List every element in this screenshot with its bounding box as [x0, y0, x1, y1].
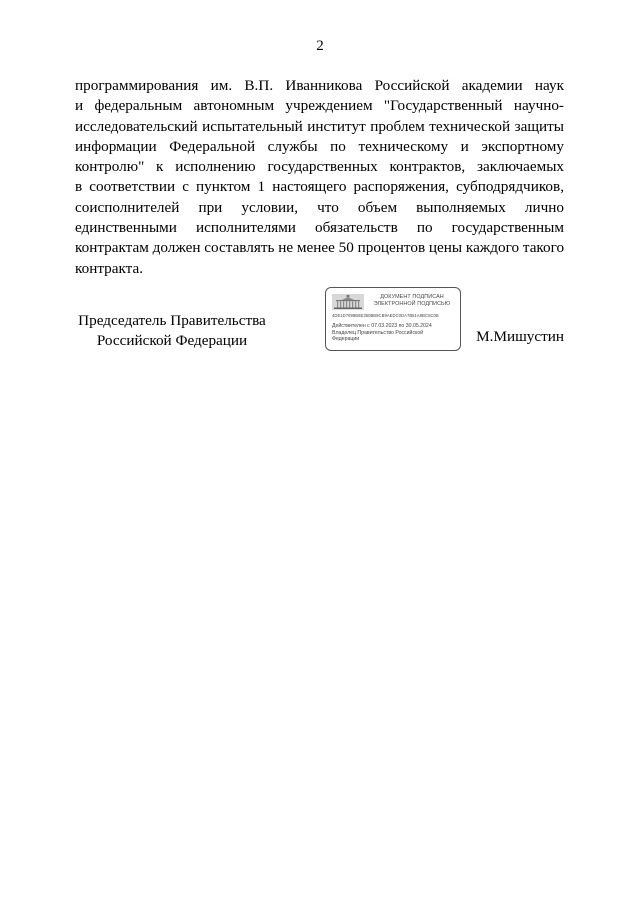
- government-building-icon: [332, 294, 364, 310]
- stamp-header: [368, 294, 456, 307]
- body-line: в соответствии с пунктом 1 настоящего распоряжения, субподрядчиков,: [75, 178, 564, 196]
- body-line: соисполнителей при условии, что объем выполняемых лично: [75, 198, 564, 216]
- body-line: единственными исполнителями обязательств по государственным: [75, 219, 564, 237]
- signatory-title-line: Председатель Правительства: [78, 312, 266, 329]
- stamp-header-line: ДОКУМЕНТ ПОДПИСАН: [380, 294, 444, 300]
- stamp-header-line: ЭЛЕКТРОННОЙ ПОДПИСЬЮ: [373, 300, 451, 307]
- body-line: программирования им. В.П. Иванникова Российской академии наук: [75, 77, 564, 94]
- body-paragraph: [75, 76, 564, 279]
- stamp-validity: Действителен с 07.03.2023 по 30.05.2024: [332, 323, 432, 329]
- signatory-title-line: Российской Федерации: [96, 332, 248, 349]
- signatory-name: М.Мишустин: [476, 328, 564, 345]
- stamp-owner: Владелец Правительство Российской Федерации: [332, 330, 424, 343]
- body-line: контролю" к исполнению государственных контрактов, заключаемых: [75, 158, 564, 176]
- body-line: контрактам должен составлять не менее 50 процентов цены каждого такого: [75, 239, 565, 257]
- stamp-certificate: 4DE1D7698B6E350BB9CB9AEDC0DA7B51A9BC5C0B: [332, 313, 439, 318]
- page-number: 2: [316, 38, 324, 54]
- electronic-signature-stamp: [325, 287, 461, 351]
- body-line: контракта.: [75, 259, 144, 277]
- body-line: и федеральным автономным учреждением "Государственный научно-: [75, 97, 564, 115]
- signatory-title: [72, 311, 272, 351]
- body-line: информации Федеральной службы по техническому и экспортному: [75, 137, 564, 155]
- body-line: исследовательский испытательный институт проблем технической защиты: [75, 117, 564, 135]
